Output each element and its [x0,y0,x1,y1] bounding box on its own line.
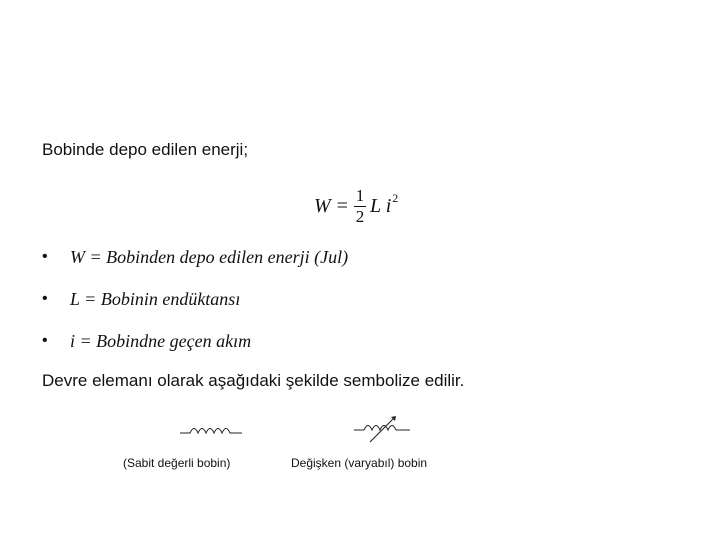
bullet-text: L = Bobinin endüktansı [70,288,241,309]
bullet-marker: • [42,332,48,349]
list-item [42,331,348,351]
outro-text: Devre elemanı olarak aşağıdaki şekilde sembolize edilir. [42,371,465,390]
formula-lhs: W [314,194,331,217]
formula-rest: L i [369,194,392,217]
intro-text: Bobinde depo edilen enerji; [42,140,249,159]
variable-inductor-caption: Değişken (varyabıl) bobin [291,456,428,470]
definition-list [42,247,348,373]
bullet-text: i = Bobindne geçen akım [70,330,252,351]
formula-denominator: 2 [355,206,365,226]
fixed-inductor-icon [178,420,244,440]
list-item [42,289,348,309]
formula-fraction [354,187,366,226]
formula-exponent: 2 [392,190,399,205]
energy-formula [314,182,398,230]
bullet-marker: • [42,248,48,265]
bullet-marker: • [42,290,48,307]
fixed-inductor-caption: (Sabit değerli bobin) [123,456,231,470]
bullet-text: W = Bobinden depo edilen enerji (Jul) [70,246,349,267]
list-item [42,247,348,267]
variable-inductor-icon [352,414,414,444]
formula-numerator: 1 [355,185,365,205]
formula-equals: = [336,194,348,217]
